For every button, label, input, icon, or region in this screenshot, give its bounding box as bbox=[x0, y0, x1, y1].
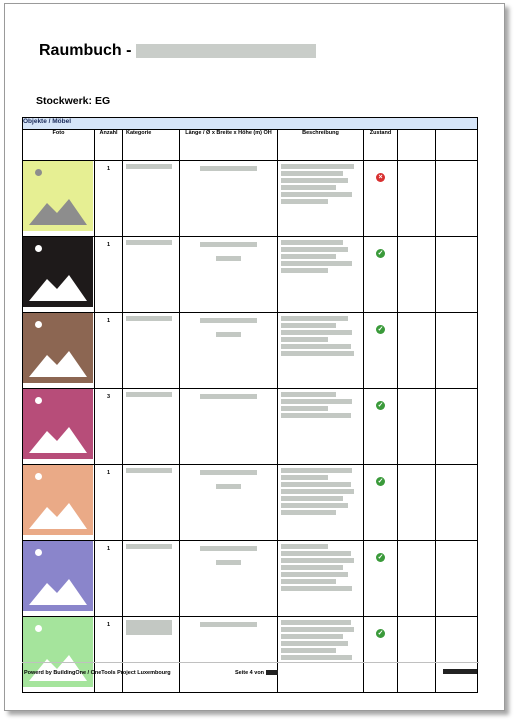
redacted-text-bar bbox=[281, 572, 348, 577]
zustand-cell bbox=[364, 389, 398, 465]
col-zustand: Zustand bbox=[364, 130, 398, 161]
footer-divider bbox=[22, 662, 479, 663]
redacted-text-bar bbox=[281, 475, 328, 480]
redacted-text-bar bbox=[126, 544, 172, 549]
kategorie-cell bbox=[123, 617, 180, 693]
empty-cell bbox=[436, 465, 478, 541]
redacted-text-bar bbox=[126, 316, 172, 321]
redacted-text-bar bbox=[281, 565, 343, 570]
redacted-text-bar bbox=[281, 185, 336, 190]
empty-cell bbox=[436, 617, 478, 693]
redacted-text-bar bbox=[126, 164, 172, 169]
zustand-cell bbox=[364, 541, 398, 617]
col-anzahl: Anzahl bbox=[95, 130, 123, 161]
empty-cell bbox=[436, 237, 478, 313]
dimensions-cell bbox=[180, 617, 278, 693]
table-row bbox=[23, 313, 478, 389]
placeholder-image-icon[interactable] bbox=[23, 389, 93, 459]
beschreibung-cell bbox=[278, 617, 364, 693]
kategorie-cell bbox=[123, 541, 180, 617]
beschreibung-cell bbox=[278, 313, 364, 389]
zustand-cell bbox=[364, 237, 398, 313]
redacted-text-bar bbox=[281, 164, 354, 169]
photo-cell bbox=[23, 465, 95, 541]
table-row bbox=[23, 617, 478, 693]
kategorie-cell bbox=[123, 237, 180, 313]
mountain-icon bbox=[23, 257, 93, 307]
photo-cell bbox=[23, 237, 95, 313]
sun-icon bbox=[35, 473, 42, 480]
col-dimensions: Länge / Ø x Breite x Höhe (m) OH bbox=[180, 130, 278, 161]
dimensions-cell bbox=[180, 313, 278, 389]
redacted-text-bar bbox=[281, 579, 336, 584]
redacted-text-bar bbox=[281, 489, 354, 494]
floor-heading bbox=[36, 95, 110, 107]
mountain-icon bbox=[23, 409, 93, 459]
section-title: Objekte / Möbel bbox=[23, 118, 478, 130]
placeholder-image-icon[interactable] bbox=[23, 237, 93, 307]
anzahl-cell: 3 bbox=[95, 389, 123, 465]
zustand-cell bbox=[364, 465, 398, 541]
redacted-text-bar bbox=[281, 268, 328, 273]
footer-page-number bbox=[235, 670, 278, 676]
check-icon: ✓ bbox=[377, 554, 384, 561]
redacted-text-bar bbox=[200, 394, 256, 399]
placeholder-image-icon[interactable] bbox=[23, 161, 93, 231]
beschreibung-cell bbox=[278, 237, 364, 313]
dimensions-cell bbox=[180, 237, 278, 313]
table-row bbox=[23, 389, 478, 465]
beschreibung-cell bbox=[278, 465, 364, 541]
sun-icon bbox=[35, 245, 42, 252]
dimensions-cell bbox=[180, 389, 278, 465]
footer-credit: Powerd by BuildingOne / OneTools Project Luxembourg bbox=[24, 670, 171, 676]
floor-value: EG bbox=[95, 95, 111, 107]
redacted-text-bar bbox=[281, 468, 352, 473]
col-kategorie: Kategorie bbox=[123, 130, 180, 161]
anzahl-cell: 1 bbox=[95, 313, 123, 389]
page-label: Seite 4 von bbox=[235, 670, 265, 676]
redacted-text-bar bbox=[200, 242, 256, 247]
footer-redacted-mark bbox=[443, 669, 477, 674]
redacted-text-bar bbox=[216, 560, 241, 565]
empty-cell bbox=[398, 541, 436, 617]
empty-cell bbox=[436, 541, 478, 617]
redacted-text-bar bbox=[281, 655, 352, 660]
redacted-text-bar bbox=[281, 178, 348, 183]
empty-cell bbox=[398, 313, 436, 389]
check-icon: ✓ bbox=[377, 250, 384, 257]
redacted-text-bar bbox=[281, 634, 343, 639]
redacted-text-bar bbox=[281, 641, 348, 646]
empty-cell bbox=[398, 237, 436, 313]
check-icon: ✓ bbox=[377, 630, 384, 637]
redacted-text-bar bbox=[281, 316, 348, 321]
redacted-text-bar bbox=[216, 484, 241, 489]
redacted-text-bar bbox=[281, 503, 348, 508]
table-row bbox=[23, 465, 478, 541]
mountain-icon bbox=[23, 561, 93, 611]
empty-cell bbox=[436, 389, 478, 465]
photo-cell bbox=[23, 161, 95, 237]
anzahl-cell: 1 bbox=[95, 617, 123, 693]
kategorie-cell bbox=[123, 389, 180, 465]
redacted-text-bar bbox=[200, 546, 256, 551]
beschreibung-cell bbox=[278, 541, 364, 617]
kategorie-cell bbox=[123, 465, 180, 541]
sun-icon bbox=[35, 625, 42, 632]
redacted-text-bar bbox=[281, 627, 354, 632]
zustand-cell bbox=[364, 313, 398, 389]
beschreibung-cell bbox=[278, 389, 364, 465]
anzahl-cell: 1 bbox=[95, 541, 123, 617]
dimensions-cell bbox=[180, 541, 278, 617]
check-icon: ✓ bbox=[377, 478, 384, 485]
anzahl-cell: 1 bbox=[95, 465, 123, 541]
zustand-cell bbox=[364, 617, 398, 693]
empty-cell bbox=[398, 617, 436, 693]
redacted-text-bar bbox=[216, 256, 241, 261]
sun-icon bbox=[35, 169, 42, 176]
zustand-cell bbox=[364, 161, 398, 237]
mountain-icon bbox=[23, 485, 93, 535]
col-empty-1 bbox=[398, 130, 436, 161]
table-row bbox=[23, 541, 478, 617]
photo-cell bbox=[23, 541, 95, 617]
redacted-text-bar bbox=[281, 392, 336, 397]
redacted-page-count bbox=[266, 670, 278, 675]
redacted-text-bar bbox=[281, 648, 336, 653]
redacted-text-bar bbox=[216, 332, 241, 337]
redacted-text-bar bbox=[281, 399, 352, 404]
redacted-title-value bbox=[136, 44, 316, 58]
redacted-text-bar bbox=[200, 318, 256, 323]
anzahl-cell: 1 bbox=[95, 237, 123, 313]
redacted-text-bar bbox=[281, 510, 336, 515]
empty-cell bbox=[436, 161, 478, 237]
redacted-text-bar bbox=[126, 240, 172, 245]
check-icon: ✓ bbox=[377, 402, 384, 409]
floor-label: Stockwerk: bbox=[36, 95, 93, 107]
empty-cell bbox=[436, 313, 478, 389]
redacted-text-bar bbox=[200, 470, 256, 475]
redacted-text-bar bbox=[281, 247, 348, 252]
placeholder-image-icon[interactable] bbox=[23, 617, 93, 687]
redacted-text-bar bbox=[281, 496, 343, 501]
redacted-text-bar bbox=[126, 468, 172, 473]
page-title: Raumbuch - bbox=[39, 42, 132, 59]
kategorie-cell bbox=[123, 313, 180, 389]
empty-cell bbox=[398, 389, 436, 465]
redacted-text-bar bbox=[281, 199, 328, 204]
photo-cell bbox=[23, 617, 95, 693]
redacted-text-bar bbox=[200, 622, 256, 627]
sun-icon bbox=[35, 549, 42, 556]
photo-cell bbox=[23, 313, 95, 389]
redacted-text-bar bbox=[281, 544, 328, 549]
col-empty-2 bbox=[436, 130, 478, 161]
redacted-text-bar bbox=[281, 351, 354, 356]
table-row bbox=[23, 237, 478, 313]
redacted-text-bar bbox=[281, 406, 328, 411]
redacted-text-bar bbox=[200, 166, 256, 171]
redacted-text-bar bbox=[281, 240, 343, 245]
cross-icon: × bbox=[376, 173, 385, 182]
redacted-text-bar bbox=[281, 171, 343, 176]
empty-cell bbox=[398, 465, 436, 541]
placeholder-image-icon[interactable] bbox=[23, 465, 93, 535]
dimensions-cell bbox=[180, 161, 278, 237]
redacted-text-bar bbox=[281, 551, 351, 556]
col-foto: Foto bbox=[23, 130, 95, 161]
mountain-icon bbox=[23, 181, 93, 231]
redacted-text-bar bbox=[281, 261, 352, 266]
redacted-text-bar bbox=[281, 192, 352, 197]
redacted-text-bar bbox=[281, 482, 351, 487]
redacted-text-bar bbox=[281, 323, 336, 328]
redacted-text-bar bbox=[281, 344, 351, 349]
anzahl-cell: 1 bbox=[95, 161, 123, 237]
empty-cell bbox=[398, 161, 436, 237]
sun-icon bbox=[35, 397, 42, 404]
check-icon: ✓ bbox=[377, 326, 384, 333]
redacted-text-bar bbox=[281, 620, 351, 625]
placeholder-image-icon[interactable] bbox=[23, 541, 93, 611]
redacted-text-bar bbox=[281, 586, 352, 591]
redacted-text-bar bbox=[281, 254, 336, 259]
dimensions-cell bbox=[180, 465, 278, 541]
photo-cell bbox=[23, 389, 95, 465]
beschreibung-cell bbox=[278, 161, 364, 237]
sun-icon bbox=[35, 321, 42, 328]
kategorie-cell bbox=[123, 161, 180, 237]
placeholder-image-icon[interactable] bbox=[23, 313, 93, 383]
col-beschreibung: Beschreibung bbox=[278, 130, 364, 161]
inventory-table bbox=[22, 117, 478, 693]
redacted-text-bar bbox=[126, 392, 172, 397]
table-row bbox=[23, 161, 478, 237]
redacted-text-bar bbox=[126, 620, 172, 635]
redacted-text-bar bbox=[281, 337, 328, 342]
redacted-text-bar bbox=[281, 330, 352, 335]
mountain-icon bbox=[23, 333, 93, 383]
redacted-text-bar bbox=[281, 413, 351, 418]
redacted-text-bar bbox=[281, 558, 354, 563]
